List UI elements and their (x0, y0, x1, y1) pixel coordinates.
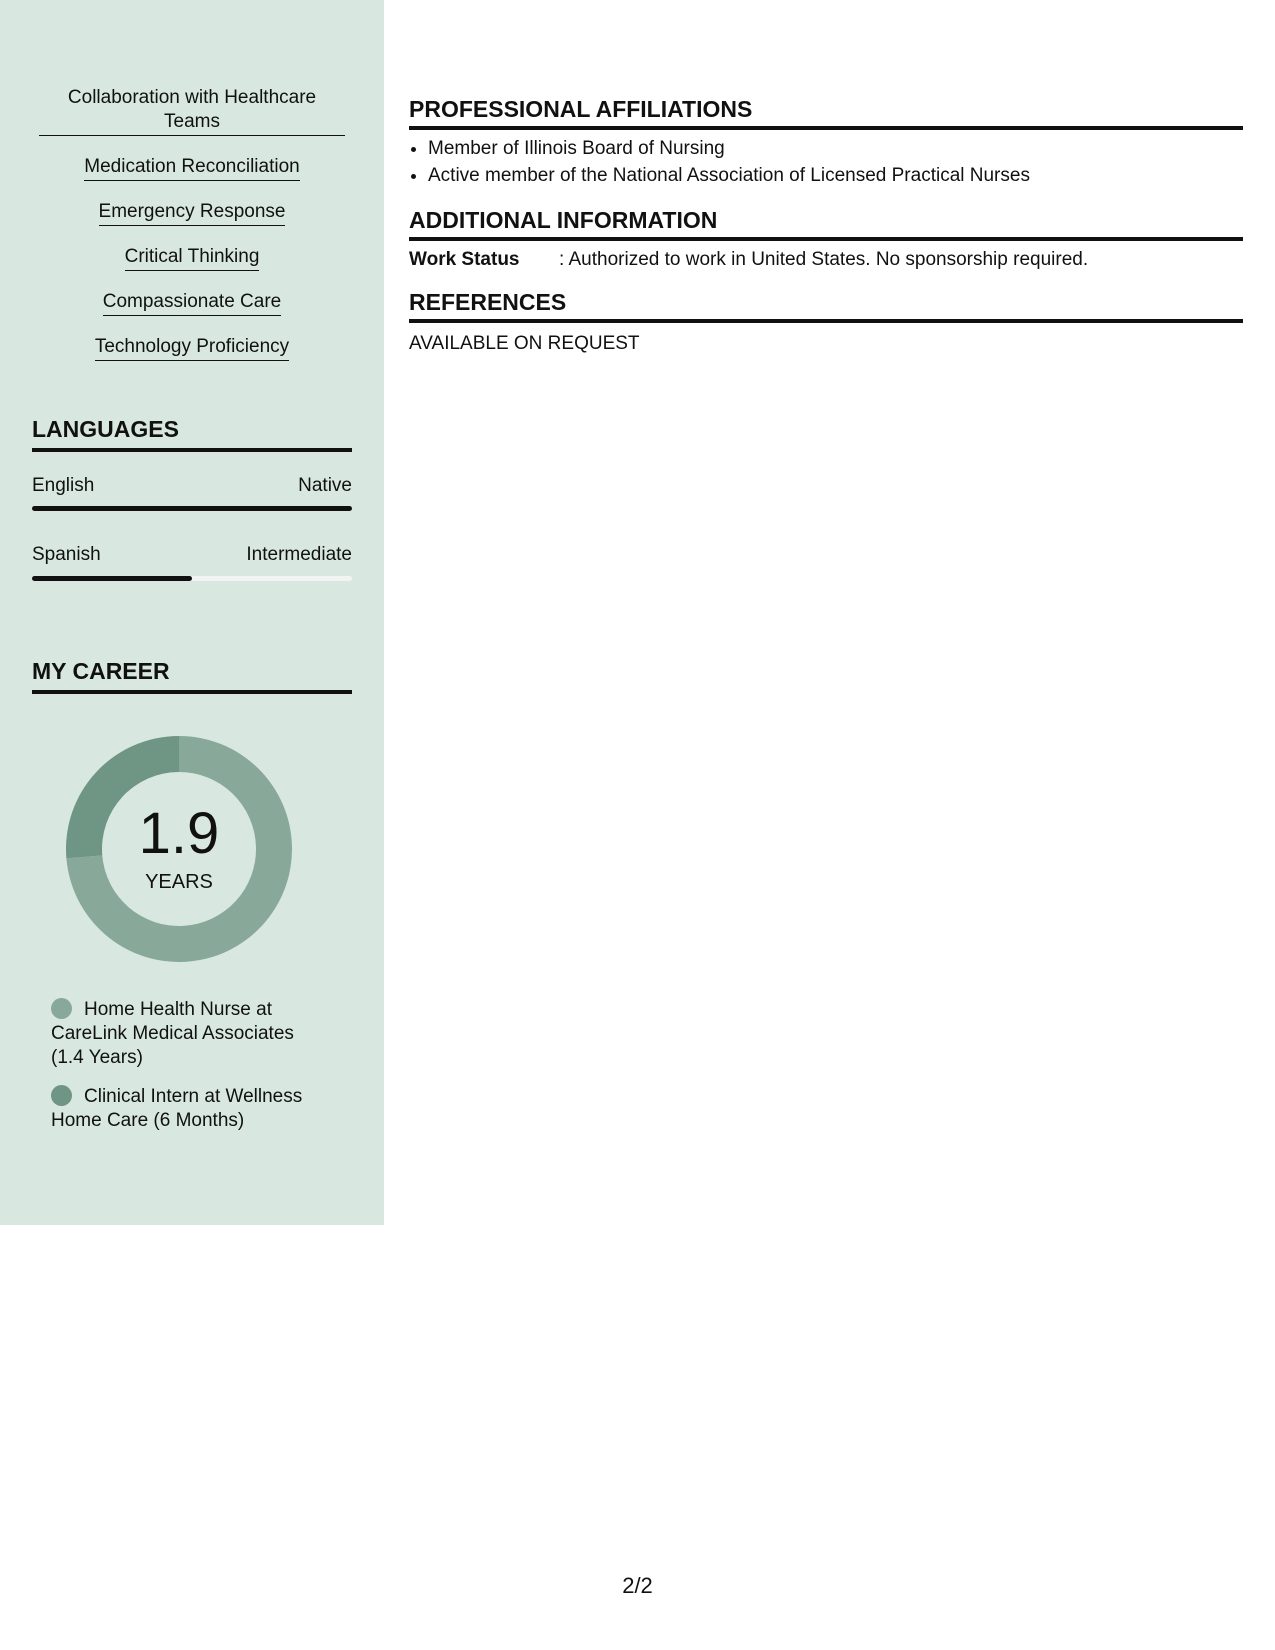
career-legend-label: Home Health Nurse at CareLink Medical Associates (1.4 Years) (51, 999, 294, 1068)
affiliations-list (409, 135, 1030, 189)
list-item: • Active member of the National Association of Licensed Practical Nurses (428, 162, 1030, 189)
skill-item: Medication Reconciliation (84, 155, 299, 181)
language-level: Intermediate (246, 544, 352, 565)
career-total-value: 1.9 (138, 801, 220, 866)
skill-item: Critical Thinking (125, 245, 260, 271)
references-heading: REFERENCES (409, 288, 1243, 323)
skills-list (32, 86, 352, 380)
work-status-label: Work Status (409, 249, 520, 270)
language-name: English (32, 475, 95, 496)
affiliations-heading: PROFESSIONAL AFFILIATIONS (409, 95, 1243, 130)
list-item: • Member of Illinois Board of Nursing (428, 135, 1030, 162)
legend-dot-icon (51, 1085, 72, 1106)
language-name: Spanish (32, 544, 101, 565)
career-legend-item (51, 998, 321, 1070)
language-bar-spanish (32, 576, 352, 581)
language-row-spanish (32, 543, 352, 567)
language-row-english (32, 474, 352, 498)
additional-info-heading: ADDITIONAL INFORMATION (409, 206, 1243, 241)
language-bar-fill (32, 576, 192, 581)
skill-item: Compassionate Care (103, 290, 281, 316)
legend-dot-icon (51, 998, 72, 1019)
language-bar-fill (32, 506, 352, 511)
career-legend-label: Clinical Intern at Wellness Home Care (6 Months) (51, 1086, 303, 1131)
career-legend-item (51, 1085, 321, 1133)
skill-item: Emergency Response (99, 200, 286, 226)
career-heading: MY CAREER (32, 657, 352, 694)
page-number: 2/2 (622, 1573, 653, 1598)
languages-heading: LANGUAGES (32, 415, 352, 452)
language-level: Native (298, 475, 352, 496)
work-status-value: : Authorized to work in United States. No sponsorship required. (559, 249, 1089, 270)
skill-item: Technology Proficiency (95, 335, 289, 361)
career-total-unit: YEARS (145, 871, 213, 893)
skill-item: Collaboration with Healthcare Teams (39, 86, 345, 136)
language-bar-english (32, 506, 352, 511)
references-text: AVAILABLE ON REQUEST (409, 333, 640, 354)
sidebar (0, 0, 384, 1225)
work-status-row (409, 248, 1243, 272)
